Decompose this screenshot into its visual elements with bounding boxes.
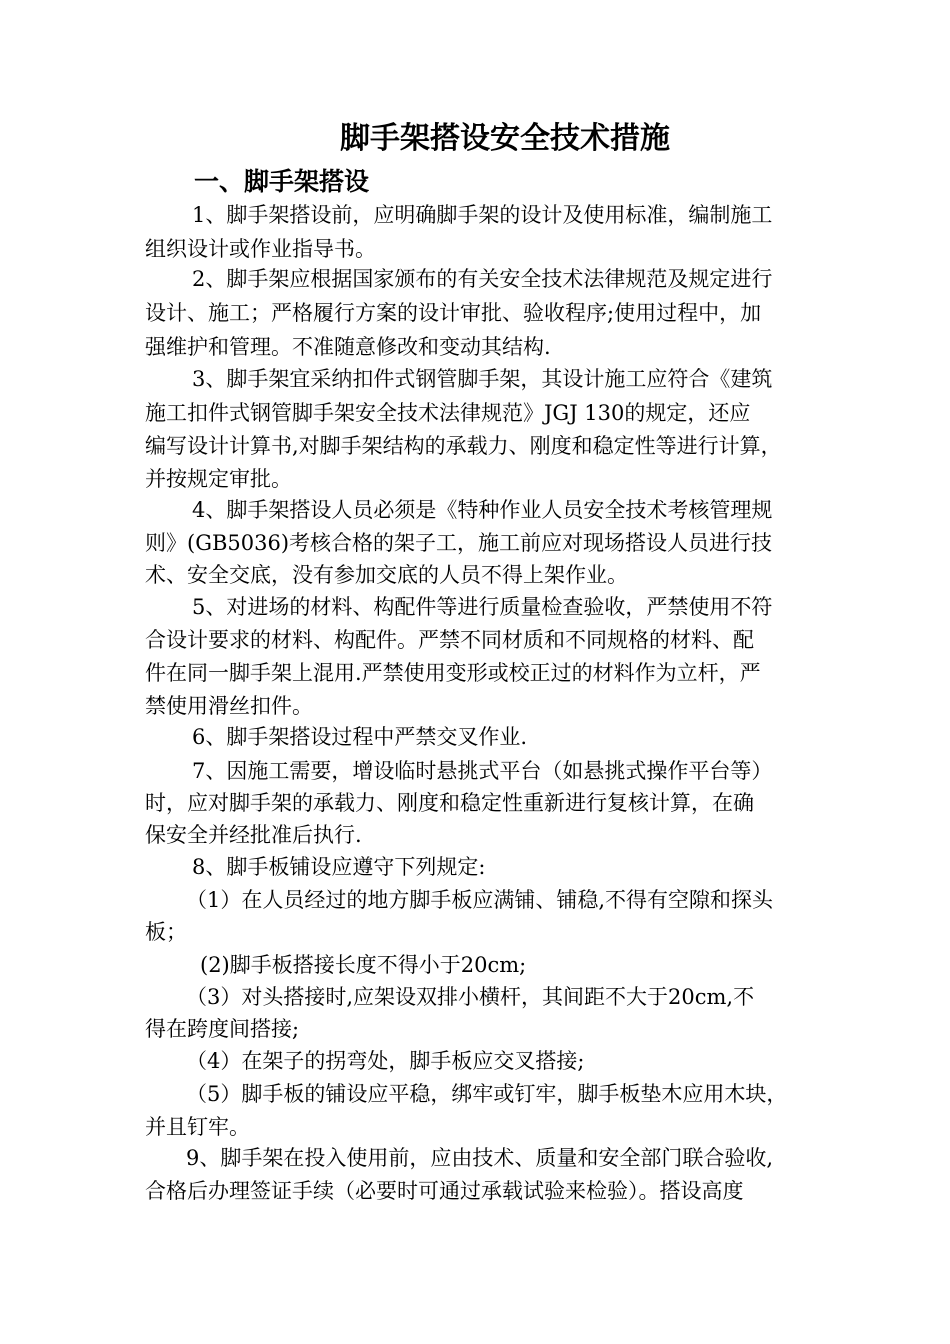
- paragraph-line: 编写设计计算书,对脚手架结构的承载力、刚度和稳定性等进行计算，: [145, 434, 782, 458]
- paragraph-line: 3、脚手架宜采纳扣件式钢管脚手架，其设计施工应符合《建筑: [192, 367, 773, 391]
- paragraph-line: 8、脚手板铺设应遵守下列规定:: [192, 855, 486, 879]
- section-heading: 一、脚手架搭设: [194, 167, 370, 196]
- paragraph-line: 6、脚手架搭设过程中严禁交叉作业.: [192, 725, 528, 749]
- paragraph-line: 设计、施工；严格履行方案的设计审批、验收程序;使用过程中，加: [145, 301, 762, 325]
- paragraph-line: （1）在人员经过的地方脚手板应满铺、铺稳,不得有空隙和探头: [186, 888, 774, 912]
- paragraph-line: （4）在架子的拐弯处，脚手板应交叉搭接;: [186, 1049, 585, 1073]
- paragraph-line: 4、脚手架搭设人员必须是《特种作业人员安全技术考核管理规: [192, 498, 773, 522]
- paragraph-line: 保安全并经批准后执行.: [145, 823, 362, 847]
- paragraph-line: 合格后办理签证手续（必要时可通过承载试验来检验）。搭设高度: [145, 1179, 744, 1203]
- paragraph-line: （3）对头搭接时,应架设双排小横杆，其间距不大于20cm,不: [186, 985, 755, 1009]
- paragraph-line: 9、脚手架在投入使用前，应由技术、质量和安全部门联合验收,: [186, 1146, 774, 1170]
- paragraph-line: 板；: [145, 920, 187, 944]
- paragraph-line: 2、脚手架应根据国家颁布的有关安全技术法律规范及规定进行: [192, 267, 773, 291]
- paragraph-line: 并按规定审批。: [145, 467, 292, 491]
- paragraph-line: 并且钉牢。: [145, 1115, 250, 1139]
- paragraph-line: 7、因施工需要，增设临时悬挑式平台（如悬挑式操作平台等）: [192, 759, 773, 783]
- paragraph-line: 合设计要求的材料、构配件。严禁不同材质和不同规格的材料、配: [145, 628, 754, 652]
- paragraph-line: （5）脚手板的铺设应平稳，绑牢或钉牢，脚手板垫木应用木块，: [186, 1082, 788, 1106]
- paragraph-line: 强维护和管理。不准随意修改和变动其结构.: [145, 335, 551, 359]
- paragraph-line: 5、对进场的材料、构配件等进行质量检查验收，严禁使用不符: [192, 595, 773, 619]
- paragraph-line: (2)脚手板搭接长度不得小于20cm;: [200, 953, 527, 977]
- paragraph-line: 1、脚手架搭设前，应明确脚手架的设计及使用标准，编制施工: [192, 203, 773, 227]
- paragraph-line: 术、安全交底，没有参加交底的人员不得上架作业。: [145, 563, 628, 587]
- paragraph-line: 组织设计或作业指导书。: [145, 237, 376, 261]
- paragraph-line: 得在跨度间搭接;: [145, 1017, 300, 1041]
- document-title: 脚手架搭设安全技术措施: [340, 121, 670, 156]
- paragraph-line: 施工扣件式钢管脚手架安全技术法律规范》JGJ 130的规定，还应: [145, 401, 751, 425]
- paragraph-line: 时，应对脚手架的承载力、刚度和稳定性重新进行复核计算，在确: [145, 791, 754, 815]
- paragraph-line: 禁使用滑丝扣件。: [145, 694, 313, 718]
- paragraph-line: 件在同一脚手架上混用.严禁使用变形或校正过的材料作为立杆，严: [145, 661, 761, 685]
- paragraph-line: 则》(GB5036)考核合格的架子工，施工前应对现场搭设人员进行技: [145, 531, 773, 555]
